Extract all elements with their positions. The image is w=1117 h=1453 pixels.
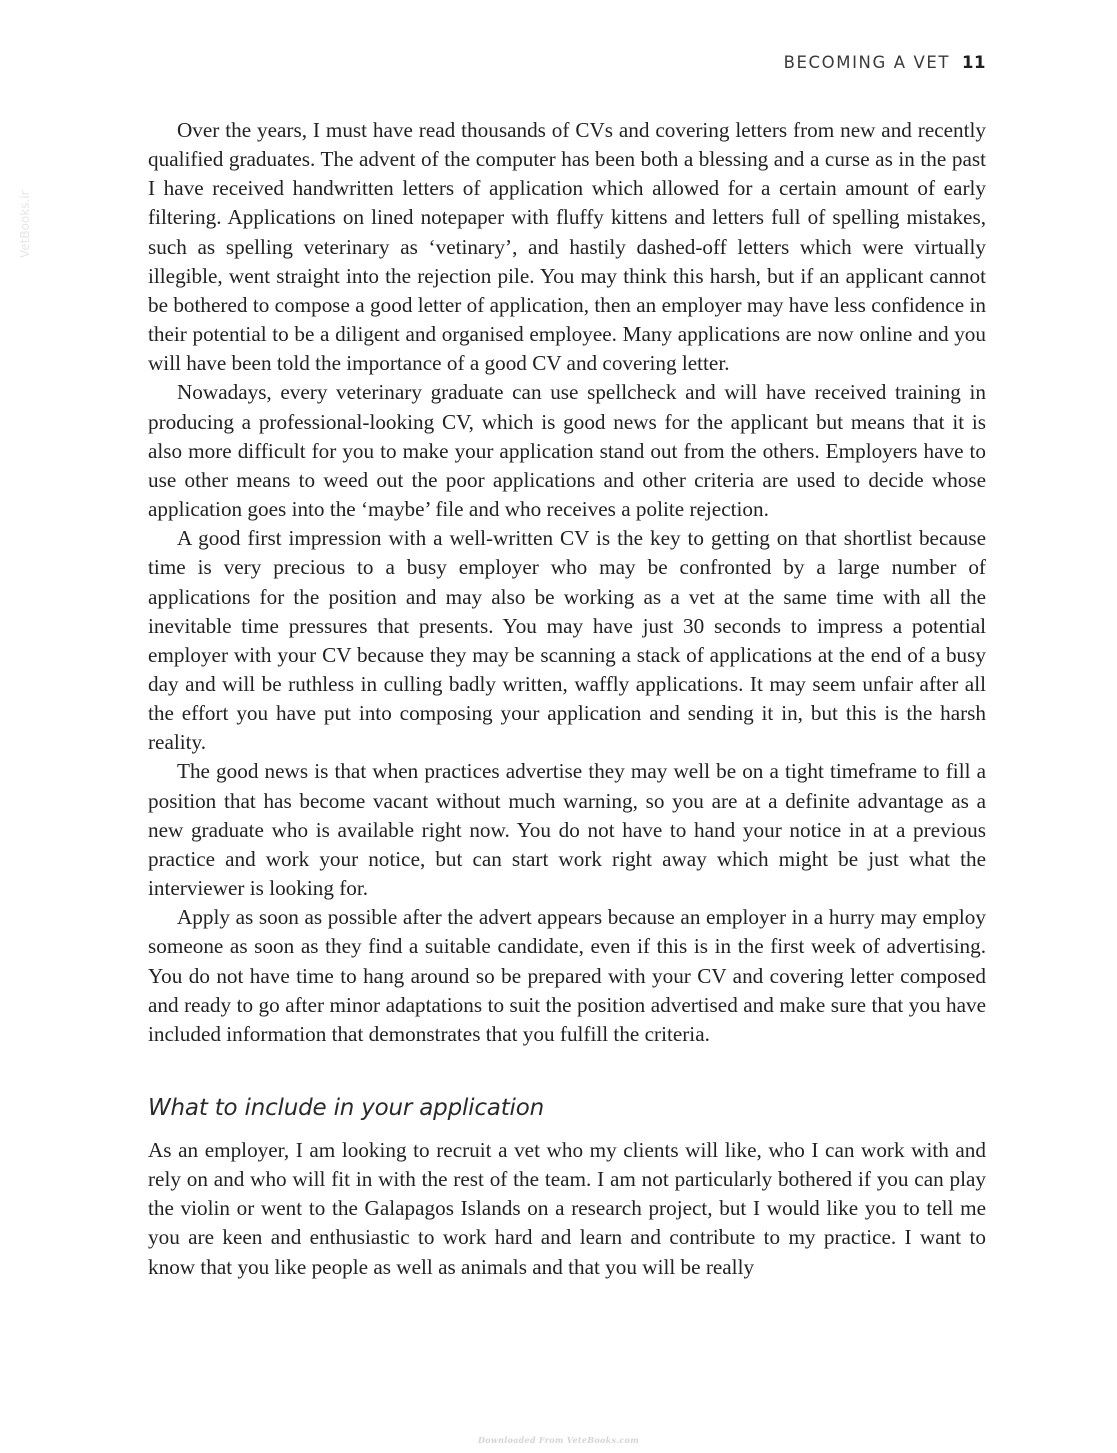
paragraph-4: The good news is that when practices advertise they may well be on a tight timeframe to fill a position that has become vacant without much warning, so you are at a definite advantage as a new graduate who is available right now. You do not have to hand your notice in at a previous practice and work your notice, but can start work right away which might be just what the interviewer is looking for. (148, 759, 986, 901)
side-watermark: VetBooks.ir (18, 190, 32, 258)
paragraph-6: As an employer, I am looking to recruit a vet who my clients will like, who I can work with and rely on and who will fit in with the rest of the team. I am not particularly bothered if you can play the violin or went to the Galapagos Islands on a research project, but I would like you to tell me you are keen and enthusiastic to work hard and learn and contribute to my practice. I want to know that you like people as well as animals and that you will be really (148, 1138, 986, 1279)
page-number: 11 (962, 53, 986, 72)
paragraph-5: Apply as soon as possible after the advert appears because an employer in a hurry may employ someone as soon as they find a suitable candidate, even if this is in the first week of advertising. You do not have time to hang around so be prepared with your CV and covering letter composed and ready to go after minor adaptations to suit the position advertised and make sure that you have included information that demonstrates that you fulfill the criteria. (148, 905, 986, 1046)
body-text (148, 116, 986, 1282)
paragraph-2: Nowadays, every veterinary graduate can use spellcheck and will have received training in producing a professional-looking CV, which is good news for the applicant but means that it is also more difficult for you to make your application stand out from the others. Employers have to use other means to weed out the poor applications and other criteria are used to decide whose application goes into the ‘maybe’ file and who receives a polite rejection. (148, 380, 986, 522)
paragraph-1: Over the years, I must have read thousands of CVs and covering letters from new and recently qualified graduates. The advent of the computer has been both a blessing and a curse as in the past I have received handwritten letters of application which allowed for a certain amount of early filtering. Applications on lined notepaper with fluffy kittens and letters full of spelling mistakes, such as spelling veterinary as ‘vetinary’, and hastily dashed-off letters which were virtually illegible, went straight into the rejection pile. You may think this harsh, but if an applicant cannot be bothered to compose a good letter of application, then an employer may have less confidence in their potential to be a diligent and organised employee. Many applications are now online and you will have been told the importance of a good CV and covering letter. (148, 118, 986, 376)
section-heading: What to include in your application (148, 1095, 544, 1121)
running-head-title: BECOMING A VET (783, 53, 951, 72)
paragraph-3: A good first impression with a well-written CV is the key to getting on that shortlist because time is very precious to a busy employer who may be confronted by a large number of applications for the position and may also be working as a vet at the same time with all the inevitable time pressures that presents. You may have just 30 seconds to impress a potential employer with your CV because they may be scanning a stack of applications at the end of a busy day and will be ruthless in culling badly written, waffly applications. It may seem unfair after all the effort you have put into composing your application and sending it in, but this is the harsh reality. (148, 526, 986, 755)
footer-watermark: Downloaded From VeteBooks.com (478, 1435, 639, 1445)
running-head (784, 53, 986, 72)
